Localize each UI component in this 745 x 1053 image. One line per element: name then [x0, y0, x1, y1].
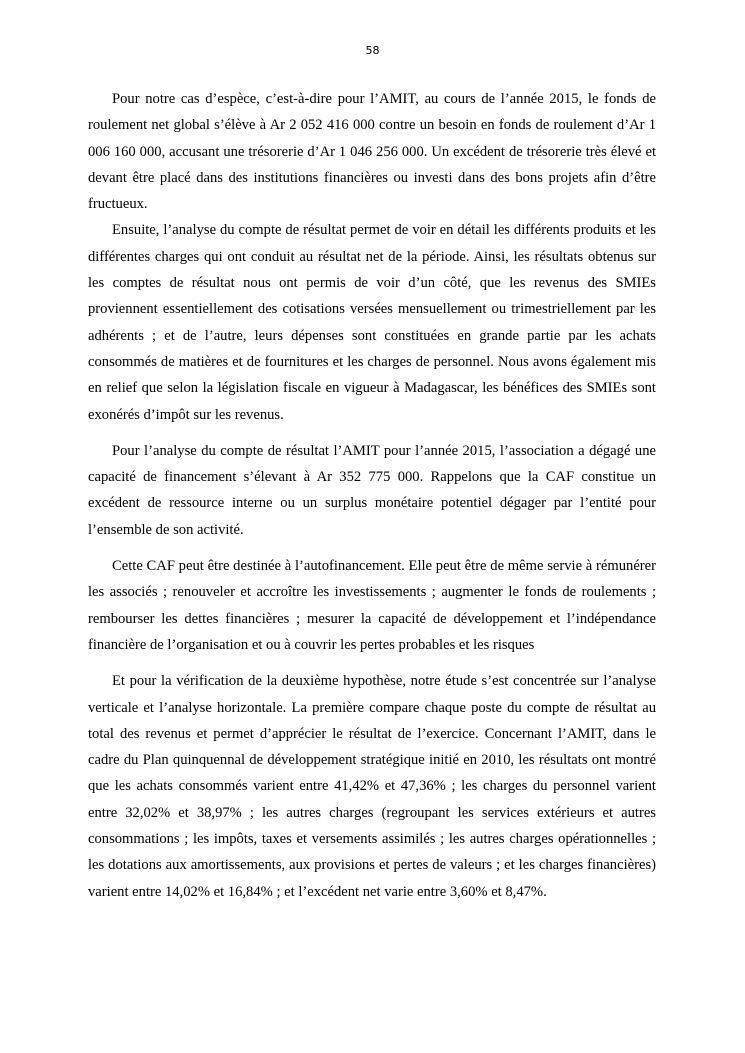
page-number: 58	[365, 44, 380, 57]
paragraph-caf-amit: Pour l’analyse du compte de résultat l’AMIT pour l’année 2015, l’association a dégagé une capacité de financement s’élevant à Ar 352 775 000. Rappelons que la CAF constitue un excédent de ressource interne ou un surplus monétaire potentiel dégager par l’entité pour l’ensemble de son activité.	[88, 442, 656, 538]
body-text	[88, 86, 656, 905]
paragraph-deuxieme-hypothese: Et pour la vérification de la deuxième hypothèse, notre étude s’est concentrée sur l’analyse verticale et l’analyse horizontale. La première compare chaque poste du compte de résultat au total des revenus et permet d’apprécier le résultat de l’exercice. Concernant l’AMIT, dans le cadre du Plan quinquennal de développement stratégique initié en 2010, les résultats ont montré que les achats consommés varient entre 41,42% et 47,36% ; les charges du personnel varient entre 32,02% et 38,97% ; les autres charges (regroupant les services extérieurs et autres consommations ; les impôts, taxes et versements assimilés ; les autres charges opérationnelles ; les dotations aux amortissements, aux provisions et pertes de valeurs ; et les charges financières) varient entre 14,02% et 16,84% ; et l’excédent net varie entre 3,60% et 8,47%.	[88, 673, 656, 900]
paragraph-caf-destination: Cette CAF peut être destinée à l’autofinancement. Elle peut être de même servie à rémunérer les associés ; renouveler et accroître les investissements ; augmenter le fonds de roulements ; rembourser les dettes financières ; mesurer la capacité de développement et l’indépendance financière de l’organisation et ou à couvrir les pertes probables et les risques	[88, 558, 656, 653]
paragraph-fonds-de-roulement: Pour notre cas d’espèce, c’est-à-dire pour l’AMIT, au cours de l’année 2015, le fonds de roulement net global s’élève à Ar 2 052 416 000 contre un besoin en fonds de roulement d’Ar 1 006 160 000, accusant une trésorerie d’Ar 1 046 256 000. Un excédent de trésorerie très élevé et devant être placé dans des institutions financières ou investi dans des bons projets afin d’être fructueux.	[88, 91, 656, 213]
paragraph-compte-de-resultat: Ensuite, l’analyse du compte de résultat permet de voir en détail les différents produits et les différentes charges qui ont conduit au résultat net de la période. Ainsi, les résultats obtenus sur les comptes de résultat nous ont permis de voir d’un côté, que les revenus des SMIEs proviennent essentiellement des cotisations versées mensuellement ou trimestriellement par les adhérents ; et de l’autre, leurs dépenses sont constituées en grande partie par les achats consommés de matières et de fournitures et les charges de personnel. Nous avons également mis en relief que selon la législation fiscale en vigueur à Madagascar, les bénéfices des SMIEs sont exonérés d’impôt sur les revenus.	[88, 222, 656, 423]
